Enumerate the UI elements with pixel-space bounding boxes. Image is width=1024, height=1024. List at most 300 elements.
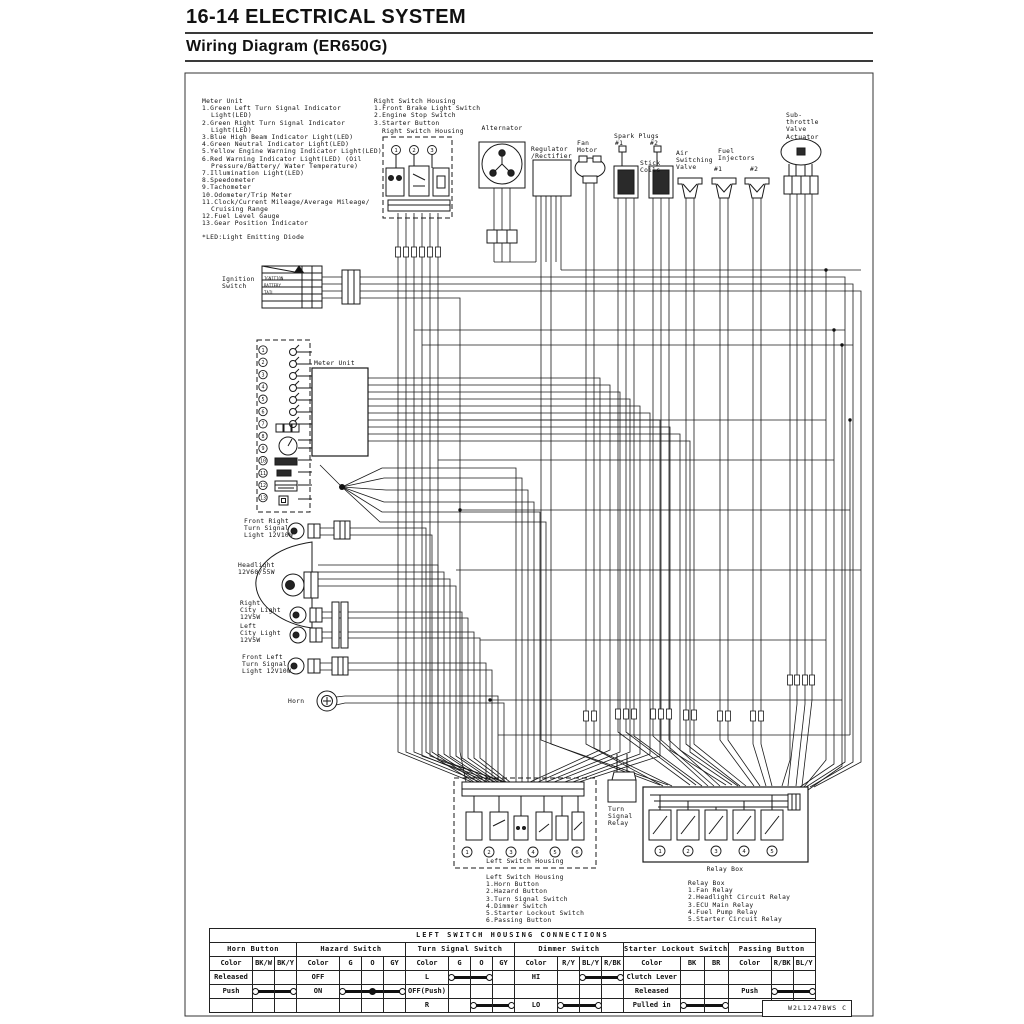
list-item: 4.Dimmer Switch bbox=[486, 902, 548, 910]
turn-signal-relay-label bbox=[608, 806, 633, 828]
turn-signal-relay-symbol bbox=[608, 780, 636, 802]
table-cell bbox=[253, 985, 275, 999]
table-cell: OFF(Push) bbox=[406, 985, 449, 999]
doc-code: W2L1247BWS C bbox=[762, 1000, 852, 1017]
table-col-header: BK/W bbox=[253, 957, 275, 971]
wire bbox=[804, 270, 826, 787]
list-item: 13.Gear Position Indicator bbox=[202, 220, 309, 228]
list-item: 6.Passing Button bbox=[486, 917, 552, 925]
list-item: 9.Tachometer bbox=[202, 184, 252, 192]
air-switching-valve-symbol bbox=[678, 178, 702, 198]
wire bbox=[808, 345, 842, 790]
circled-number-text: 7 bbox=[261, 421, 265, 428]
list-item: 6.Red Warning Indicator Light(LED) (Oil Pressure/Battery/ Water Temperature) bbox=[202, 155, 362, 170]
table-col-header: G bbox=[340, 957, 362, 971]
inline-connector bbox=[632, 709, 637, 719]
list-item: Right bbox=[240, 600, 261, 607]
list-item: 3.ECU Main Relay bbox=[688, 901, 754, 909]
fuel-injector-1-symbol bbox=[712, 178, 736, 198]
wire-junction bbox=[458, 508, 461, 511]
list-item: 12V60/55W bbox=[238, 569, 275, 577]
inline-connector bbox=[404, 247, 409, 257]
wire bbox=[753, 198, 766, 786]
led-symbol bbox=[290, 361, 297, 368]
table-cell: LO bbox=[515, 999, 558, 1013]
connection-bar bbox=[449, 973, 471, 982]
list-item: TAIL bbox=[264, 289, 274, 295]
list-item: City Light bbox=[240, 630, 281, 638]
meter-unit-legend bbox=[202, 98, 384, 241]
wire bbox=[342, 487, 528, 782]
list-item: Stick bbox=[640, 160, 661, 167]
table-col-header: GY bbox=[493, 957, 515, 971]
inline-connector bbox=[420, 247, 425, 257]
list-item: 4.Green Neutral Indicator Light(LED) bbox=[202, 141, 350, 149]
list-item: Front Right bbox=[244, 518, 290, 525]
table-col-header: BK/Y bbox=[275, 957, 297, 971]
engine-stop-switch-symbol bbox=[409, 166, 429, 196]
circled-number-text: 3 bbox=[261, 372, 265, 379]
circled-number-text: 3 bbox=[430, 147, 434, 154]
list-item: 3.Starter Button bbox=[374, 119, 440, 127]
wire bbox=[634, 198, 702, 786]
wire bbox=[322, 277, 845, 787]
wire bbox=[802, 194, 812, 786]
circled-number-text: 4 bbox=[531, 849, 535, 856]
circled-number-text: 3 bbox=[509, 849, 513, 856]
inline-connector bbox=[592, 711, 597, 721]
list-item: Signal bbox=[608, 813, 633, 821]
wire bbox=[669, 198, 720, 786]
circled-number-text: 5 bbox=[261, 397, 265, 403]
wire bbox=[551, 268, 668, 785]
fuel-injector-2-symbol bbox=[745, 178, 769, 198]
list-item: 2.Hazard Button bbox=[486, 888, 548, 896]
circled-number-text: 2 bbox=[487, 849, 491, 856]
table-cell bbox=[340, 971, 362, 985]
list-item: Fan bbox=[577, 140, 590, 147]
list-item: Relay bbox=[608, 820, 629, 828]
circled-number-text: 13 bbox=[259, 495, 267, 502]
inline-connector bbox=[692, 710, 697, 720]
inline-connector bbox=[718, 711, 723, 721]
led-symbol bbox=[290, 349, 297, 356]
wire bbox=[368, 399, 630, 782]
table-cell bbox=[362, 999, 384, 1013]
wire bbox=[336, 703, 504, 782]
led-symbol bbox=[290, 385, 297, 392]
list-item: 4.Fuel Pump Relay bbox=[688, 908, 758, 916]
table-cell bbox=[771, 971, 793, 985]
circled-number-text: 1 bbox=[394, 147, 398, 154]
inline-connector bbox=[412, 247, 417, 257]
table-col-header: Color bbox=[515, 957, 558, 971]
table-col-header: G bbox=[449, 957, 471, 971]
wire bbox=[368, 385, 610, 782]
list-item: Turn Signal bbox=[242, 661, 288, 669]
regulator-label bbox=[531, 146, 572, 160]
list-item: 3.Turn Signal Switch bbox=[486, 895, 568, 903]
right-switch-housing-heading: Right Switch Housing bbox=[374, 98, 456, 105]
wire bbox=[368, 434, 732, 785]
table-group-title: Horn Button bbox=[210, 943, 297, 957]
circled-number-text: 1 bbox=[261, 347, 265, 354]
wire bbox=[586, 183, 663, 786]
wire-junction bbox=[824, 268, 827, 271]
wire-junction bbox=[488, 698, 491, 701]
table-cell bbox=[680, 971, 704, 985]
wire bbox=[342, 468, 516, 782]
table-cell bbox=[515, 985, 558, 999]
list-item: 7.Illumination Light(LED) bbox=[202, 170, 305, 178]
table-col-header: GY bbox=[384, 957, 406, 971]
starter-button-symbol bbox=[433, 168, 449, 196]
circled-number-text: 4 bbox=[261, 384, 265, 391]
list-item: 1.Fan Relay bbox=[688, 887, 734, 895]
table-cell bbox=[362, 971, 384, 985]
sub-throttle-label bbox=[786, 112, 819, 141]
inline-connector bbox=[759, 711, 764, 721]
wire-junction bbox=[848, 418, 851, 421]
circled-number-text: 5 bbox=[770, 848, 774, 855]
led-symbol bbox=[290, 373, 297, 380]
wire bbox=[322, 638, 510, 782]
wire bbox=[782, 194, 790, 786]
list-item: Front Left bbox=[242, 654, 283, 661]
connection-bar bbox=[580, 1001, 602, 1010]
table-cell bbox=[493, 971, 515, 985]
air-switching-valve-label bbox=[676, 150, 713, 172]
table-cell: Released bbox=[624, 985, 681, 999]
inline-connector bbox=[788, 675, 793, 685]
table-col-header: Color bbox=[624, 957, 681, 971]
list-item: throttle bbox=[786, 119, 819, 127]
front-left-turn-label bbox=[242, 654, 291, 676]
inline-connector bbox=[396, 247, 401, 257]
list-item: 5.Starter Lockout Switch bbox=[486, 910, 585, 918]
circled-number-text: 11 bbox=[259, 470, 267, 477]
circled-number-text: 5 bbox=[553, 849, 557, 856]
circled-number-text: 10 bbox=[259, 458, 267, 465]
wire bbox=[342, 487, 540, 782]
connection-bar bbox=[493, 1001, 515, 1010]
spark-plug-1-label: #1 bbox=[615, 140, 624, 147]
table-group-title: Starter Lockout Switch bbox=[624, 943, 729, 957]
led-symbol bbox=[290, 409, 297, 416]
circled-number-text: 12 bbox=[259, 483, 267, 490]
circled-number-text: 2 bbox=[412, 147, 416, 154]
table-cell bbox=[384, 985, 406, 999]
left-switch-housing-legend bbox=[486, 874, 656, 924]
wire bbox=[320, 528, 474, 782]
ignition-switch-rows bbox=[264, 275, 302, 296]
list-item: 5.Starter Circuit Relay bbox=[688, 916, 783, 924]
right-city-light-label bbox=[240, 600, 281, 622]
circled-number-text: 2 bbox=[686, 848, 690, 855]
connection-bar bbox=[253, 987, 275, 996]
circled-number-text: 1 bbox=[658, 848, 662, 855]
wire bbox=[368, 413, 650, 783]
inline-connector bbox=[667, 709, 672, 719]
inline-connector bbox=[659, 709, 664, 719]
table-col-header: Color bbox=[297, 957, 340, 971]
table-cell bbox=[253, 971, 275, 985]
list-item: 8.Speedometer bbox=[202, 177, 256, 185]
circled-number-text: 9 bbox=[261, 446, 265, 453]
list-item: Valve bbox=[676, 164, 697, 172]
circled-number-text: 1 bbox=[465, 849, 469, 856]
relay-box-items bbox=[688, 887, 838, 923]
circled-number-text: 3 bbox=[714, 848, 718, 855]
wire bbox=[788, 194, 797, 786]
table-cell bbox=[210, 999, 253, 1013]
list-item: Turn bbox=[608, 806, 625, 813]
meter-unit-items bbox=[202, 105, 384, 227]
table-cell bbox=[580, 971, 602, 985]
connection-bar bbox=[340, 987, 362, 996]
wire bbox=[438, 213, 512, 784]
table-cell bbox=[384, 999, 406, 1013]
inline-connector bbox=[584, 711, 589, 721]
table-group-title: Hazard Switch bbox=[297, 943, 406, 957]
list-item: Injectors bbox=[718, 155, 755, 163]
table-group-title: Dimmer Switch bbox=[515, 943, 624, 957]
table-cell bbox=[449, 985, 471, 999]
inline-connector bbox=[684, 710, 689, 720]
relay-box-heading: Relay Box bbox=[688, 880, 725, 887]
wire bbox=[761, 198, 772, 786]
table-cell: Push bbox=[210, 985, 253, 999]
table-cell bbox=[275, 971, 297, 985]
connection-bar bbox=[602, 973, 624, 982]
page-title: 16-14 ELECTRICAL SYSTEM bbox=[186, 6, 467, 28]
right-switch-housing-box-label: Right Switch Housing bbox=[382, 128, 464, 135]
table-col-header: O bbox=[362, 957, 384, 971]
table-cell bbox=[275, 985, 297, 999]
table-cell bbox=[704, 999, 728, 1013]
list-item: 12V5W bbox=[240, 637, 261, 645]
meter-unit-box-label: Meter Unit bbox=[314, 360, 355, 367]
table-cell bbox=[275, 999, 297, 1013]
table-col-header: BL/Y bbox=[580, 957, 602, 971]
list-item: Valve bbox=[786, 126, 807, 134]
table-cell bbox=[602, 971, 624, 985]
list-item: 2.Green Right Turn Signal Indicator Light(LED) bbox=[202, 119, 346, 134]
list-item: BATTERY bbox=[264, 282, 281, 288]
left-city-light-label bbox=[240, 623, 281, 645]
list-item: 11.Clock/Current Mileage/Average Mileage/ Cruising Range bbox=[202, 198, 370, 214]
wire bbox=[368, 441, 738, 786]
table-cell bbox=[340, 985, 362, 999]
list-item: 2.Headlight Circuit Relay bbox=[688, 894, 791, 902]
table-group-title: Passing Button bbox=[728, 943, 815, 957]
table-col-header: Color bbox=[406, 957, 449, 971]
wire-junction bbox=[832, 328, 835, 331]
front-right-turn-label bbox=[244, 518, 293, 540]
table-cell bbox=[602, 999, 624, 1013]
list-item: 12.Fuel Level Gauge bbox=[202, 213, 280, 221]
table-cell bbox=[449, 999, 471, 1013]
list-item: Fuel bbox=[718, 148, 735, 155]
table-cell bbox=[493, 999, 515, 1013]
wire-junction bbox=[339, 484, 345, 490]
table-col-header: O bbox=[471, 957, 493, 971]
table-col-header: Color bbox=[210, 957, 253, 971]
connection-bar bbox=[580, 973, 602, 982]
connection-bar bbox=[680, 1001, 704, 1010]
list-item: Light 12V10W bbox=[244, 532, 294, 540]
alternator-label: Alternator bbox=[481, 125, 523, 132]
table-col-header: R/BK bbox=[771, 957, 793, 971]
connections-table-wrap bbox=[209, 928, 816, 1013]
inline-connector bbox=[624, 709, 629, 719]
table-cell bbox=[449, 971, 471, 985]
list-item: Headlight bbox=[238, 562, 275, 569]
front-brake-switch-symbol bbox=[386, 168, 404, 196]
wire bbox=[368, 420, 660, 783]
table-cell bbox=[680, 985, 704, 999]
table-cell bbox=[793, 971, 815, 985]
list-item: Regulator bbox=[531, 146, 568, 153]
page-subtitle: Wiring Diagram (ER650G) bbox=[186, 38, 388, 55]
meter-unit-heading: Meter Unit bbox=[202, 98, 243, 105]
table-cell bbox=[580, 999, 602, 1013]
table-cell bbox=[558, 985, 580, 999]
table-cell: Pulled in bbox=[624, 999, 681, 1013]
inline-connector bbox=[428, 247, 433, 257]
fan-motor-label bbox=[577, 140, 597, 154]
wire bbox=[320, 465, 342, 487]
table-col-header: Color bbox=[728, 957, 771, 971]
list-item: Switching bbox=[676, 157, 713, 165]
injector-2-label: #2 bbox=[750, 166, 759, 173]
table-cell: Clutch Lever bbox=[624, 971, 681, 985]
table-cell bbox=[340, 999, 362, 1013]
table-cell bbox=[704, 985, 728, 999]
table-cell bbox=[558, 971, 580, 985]
connection-bar bbox=[771, 987, 793, 996]
table-col-header: R/Y bbox=[558, 957, 580, 971]
wire bbox=[320, 663, 486, 782]
table-cell bbox=[253, 999, 275, 1013]
table-cell bbox=[471, 985, 493, 999]
table-cell: OFF bbox=[297, 971, 340, 985]
left-switch-housing-heading: Left Switch Housing bbox=[486, 874, 564, 881]
table-cell: L bbox=[406, 971, 449, 985]
table-cell bbox=[728, 971, 771, 985]
relay-box-legend bbox=[688, 880, 838, 923]
stick-coils-label bbox=[640, 160, 660, 174]
list-item: /Rectifier bbox=[531, 153, 572, 161]
connection-bar bbox=[384, 987, 406, 996]
table-cell bbox=[384, 971, 406, 985]
table-cell: HI bbox=[515, 971, 558, 985]
relay-box-caption: Relay Box bbox=[706, 866, 744, 873]
wire bbox=[368, 378, 600, 782]
list-item: Air bbox=[676, 150, 689, 157]
left-switch-housing-items bbox=[486, 881, 656, 924]
wire bbox=[618, 198, 690, 785]
list-item: 10.Odometer/Trip Meter bbox=[202, 191, 293, 199]
wire bbox=[720, 198, 754, 786]
inline-connector bbox=[726, 711, 731, 721]
table-cell bbox=[493, 985, 515, 999]
right-switch-housing-legend bbox=[374, 98, 534, 127]
list-item: 1.Front Brake Light Switch bbox=[374, 105, 481, 113]
table-title: LEFT SWITCH HOUSING CONNECTIONS bbox=[210, 929, 816, 943]
left-switch-housing-caption: Left Switch Housing bbox=[486, 858, 564, 865]
connection-bar bbox=[793, 987, 815, 996]
list-item: Motor bbox=[577, 147, 598, 155]
list-item: 1.Green Left Turn Signal Indicator Light(LED) bbox=[202, 105, 342, 120]
table-cell bbox=[362, 985, 384, 999]
list-item: City Light bbox=[240, 607, 281, 615]
inline-connector bbox=[616, 709, 621, 719]
ignition-switch-label bbox=[222, 276, 255, 290]
fuel-injectors-label bbox=[718, 148, 755, 162]
list-item: 5.Yellow Engine Warning Indicator Light(LED) bbox=[202, 148, 383, 156]
spark-plugs-label: Spark Plugs bbox=[614, 133, 660, 140]
inline-connector bbox=[810, 675, 815, 685]
table-cell bbox=[704, 971, 728, 985]
table-col-header: BK bbox=[680, 957, 704, 971]
circled-number-text: 8 bbox=[261, 433, 265, 440]
list-item: Ignition bbox=[222, 276, 255, 283]
list-item: Actuator bbox=[786, 133, 819, 141]
horn-label: Horn bbox=[288, 698, 305, 705]
list-item: Turn Signal bbox=[244, 525, 290, 533]
table-cell bbox=[471, 999, 493, 1013]
table-col-header: R/BK bbox=[602, 957, 624, 971]
headlight-label bbox=[238, 562, 275, 576]
list-item: Switch bbox=[222, 283, 247, 291]
circled-number-text: 6 bbox=[261, 409, 265, 416]
list-item: Left bbox=[240, 623, 257, 630]
connection-bar bbox=[362, 987, 384, 996]
inline-connector bbox=[651, 709, 656, 719]
list-item: 2.Engine Stop Switch bbox=[374, 112, 456, 120]
table-cell bbox=[558, 999, 580, 1013]
inline-connector bbox=[803, 675, 808, 685]
table-cell bbox=[297, 999, 340, 1013]
inline-connector bbox=[795, 675, 800, 685]
connections-table bbox=[209, 928, 816, 1013]
table-cell bbox=[602, 985, 624, 999]
circled-number-text: 6 bbox=[575, 849, 579, 856]
table-col-header: BL/Y bbox=[793, 957, 815, 971]
meter-unit-symbol bbox=[312, 368, 368, 456]
table-cell: R bbox=[406, 999, 449, 1013]
right-switch-housing-items bbox=[374, 105, 534, 127]
regulator-rectifier-symbol bbox=[533, 160, 571, 196]
list-item: 12V5W bbox=[240, 614, 261, 622]
wire bbox=[728, 198, 760, 786]
connection-bar bbox=[704, 1001, 728, 1010]
list-item: 1.Horn Button bbox=[486, 881, 540, 889]
table-cell bbox=[771, 985, 793, 999]
inline-connector bbox=[751, 711, 756, 721]
led-footnote: *LED:Light Emitting Diode bbox=[202, 233, 305, 241]
wire bbox=[541, 268, 660, 785]
wire-junction bbox=[840, 343, 843, 346]
table-cell: Push bbox=[728, 985, 771, 999]
table-group-title: Turn Signal Switch bbox=[406, 943, 515, 957]
led-symbol bbox=[290, 397, 297, 404]
list-item: Coils bbox=[640, 167, 661, 175]
table-cell: Released bbox=[210, 971, 253, 985]
table-cell bbox=[471, 971, 493, 985]
table-cell bbox=[793, 985, 815, 999]
